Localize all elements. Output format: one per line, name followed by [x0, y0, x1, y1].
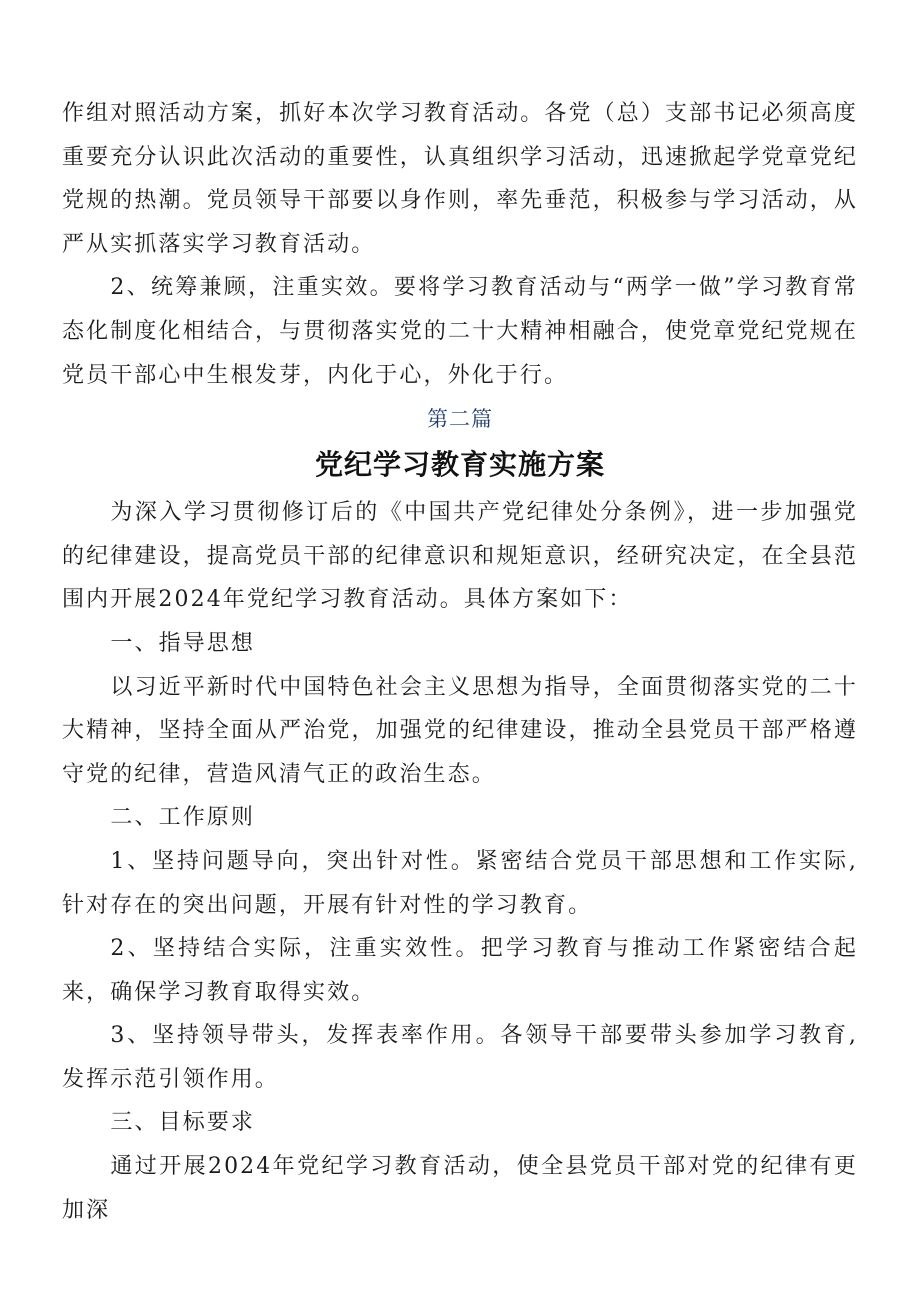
paragraph-item-2: 2、统筹兼顾，注重实效。要将学习教育活动与“两学一做”学习教育常态化制度化相结合，与贯彻落实党的二十大精神相融合，使党章党纪党规在党员干部心中生根发芽，内化于心，外化于行。	[62, 275, 858, 388]
section-heading-goals: 三、目标要求	[110, 1110, 255, 1136]
principle-item: 1、坚持问题导向，突出针对性。紧密结合党员干部思想和工作实际,针对存在的突出问题，开展有针对性的学习教育。	[62, 848, 858, 918]
principle-item: 3、坚持领导带头，发挥表率作用。各领导干部要带头参加学习教育,发挥示范引领作用。	[62, 1023, 858, 1092]
section-body-goals: 通过开展2024年党纪学习教育活动，使全县党员干部对党的纪律有更加深	[62, 1154, 858, 1223]
section-body-guiding-ideology: 以习近平新时代中国特色社会主义思想为指导，全面贯彻落实党的二十大精神，坚持全面从严治党，加强党的纪律建设，推动全县党员干部严格遵守党的纪律，营造风清气正的政治生态。	[62, 674, 858, 787]
section-heading-work-principles: 二、工作原则	[110, 805, 255, 831]
document-page	[62, 92, 858, 1232]
document-title: 党纪学习教育实施方案	[314, 448, 605, 482]
paragraph-continuation: 作组对照活动方案，抓好本次学习教育活动。各党（总）支部书记必须高度重要充分认识此次活动的重要性，认真组织学习活动，迅速掀起学党章党纪党规的热潮。党员领导干部要以身作则，率先垂范，积极参与学习活动，从严从实抓落实学习教育活动。	[62, 101, 858, 257]
section-heading-guiding-ideology: 一、指导思想	[110, 630, 255, 656]
section-label: 第二篇	[427, 407, 493, 432]
principle-item: 2、坚持结合实际，注重实效性。把学习教育与推动工作紧密结合起来，确保学习教育取得实效。	[62, 936, 858, 1005]
intro-paragraph: 为深入学习贯彻修订后的《中国共产党纪律处分条例》，进一步加强党的纪律建设，提高党员干部的纪律意识和规矩意识，经研究决定，在全县范围内开展2024年党纪学习教育活动。具体方案如下：	[62, 500, 858, 613]
